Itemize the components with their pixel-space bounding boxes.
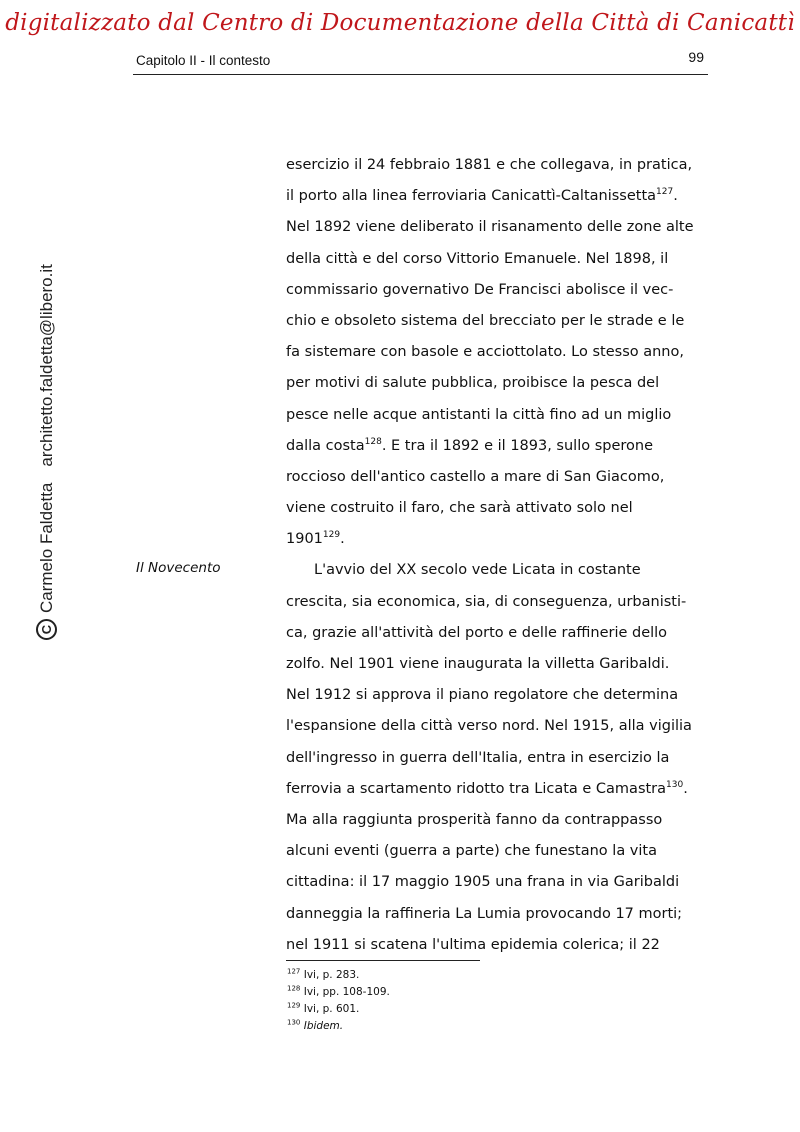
- copyright-icon: C: [36, 619, 57, 640]
- text-line-content: crescita, sia economica, sia, di conseguenza, urbanisti-: [286, 593, 687, 610]
- text-line: [286, 587, 706, 618]
- punctuation: .: [683, 780, 688, 797]
- footnote-separator: [286, 960, 480, 961]
- footnotes: [287, 967, 390, 1035]
- text-line-content: [286, 524, 345, 555]
- punctuation: .: [340, 531, 345, 548]
- text-line: [286, 711, 706, 742]
- text-line-content: esercizio il 24 febbraio 1881 e che collegava, in pratica,: [286, 157, 693, 173]
- text-line: [286, 493, 706, 524]
- body-text: [286, 150, 706, 961]
- text-line-content: zolfo. Nel 1901 viene inaugurata la villetta Garibaldi.: [286, 656, 670, 672]
- page-header: [133, 44, 708, 75]
- footnote-text: Ivi, p. 283.: [303, 969, 360, 981]
- text-line: [286, 337, 706, 368]
- text-line: [286, 400, 706, 431]
- text-line-content: Nel 1912 si approva il piano regolatore che determina: [286, 687, 679, 704]
- text-line-content: [286, 774, 688, 805]
- footnote: [287, 1001, 390, 1018]
- footnote-text: Ivi, pp. 108-109.: [303, 986, 390, 998]
- text-line-content: viene costruito il faro, che sarà attivato solo nel: [286, 500, 633, 517]
- text-line: [286, 462, 706, 493]
- text-line: [286, 431, 706, 462]
- text-line: [286, 555, 706, 586]
- author-email: architetto.faldetta@libero.it: [36, 264, 56, 467]
- text-line-content: roccioso dell'antico castello a mare di San Giacomo,: [286, 468, 665, 485]
- text-line-content: della città e del corso Vittorio Emanuele. Nel 1898, il: [286, 250, 669, 267]
- line-text: ferrovia a scartamento ridotto tra Licata e Camastra: [286, 780, 667, 797]
- text-line-content: danneggia la raffineria La Lumia provocando 17 morti;: [286, 905, 683, 922]
- footnote-ref: 127: [656, 187, 674, 198]
- line-text: dalla costa: [286, 437, 365, 454]
- footnote-number: 128: [287, 984, 301, 993]
- footnote-ref: 129: [322, 530, 341, 541]
- footnote-text: Ivi, p. 601.: [303, 1003, 360, 1015]
- text-line: [286, 899, 706, 930]
- text-line-content: cittadina: il 17 maggio 1905 una frana in via Garibaldi: [286, 874, 680, 891]
- footnote-number: 130: [287, 1018, 301, 1027]
- text-line: [286, 275, 706, 306]
- footnote: [287, 1018, 390, 1035]
- footnote-number: 129: [287, 1001, 301, 1010]
- text-line-content: pesce nelle acque antistanti la città fino ad un miglio: [286, 406, 672, 423]
- margin-note: Il Novecento: [136, 560, 221, 576]
- footnote: [287, 984, 390, 1001]
- text-line: [286, 836, 706, 867]
- line-text: 1901: [286, 531, 323, 548]
- text-line-content: nel 1911 si scatena l'ultima epidemia colerica; il 22: [286, 936, 660, 953]
- text-line-content: alcuni eventi (guerra a parte) che funestano la vita: [286, 843, 657, 860]
- digitization-banner: digitalizzato dal Centro di Documentazione della Città di Canicattì: [5, 10, 795, 36]
- text-line-content: dell'ingresso in guerra dell'Italia, entra in esercizio la: [286, 749, 670, 766]
- text-line: [286, 150, 706, 181]
- line-text: . E tra il 1892 e il 1893, sullo sperone: [381, 437, 654, 454]
- footnote: [287, 967, 390, 984]
- footnote-ref: 128: [364, 436, 382, 447]
- footnote-ref: 130: [666, 779, 684, 790]
- author-name: Carmelo Faldetta: [36, 482, 56, 613]
- text-line-content: [286, 181, 678, 212]
- text-line: [286, 649, 706, 680]
- page-number: 99: [688, 49, 704, 65]
- text-line-content: L'avvio del XX secolo vede Licata in costante: [314, 562, 641, 579]
- text-line: [286, 181, 706, 212]
- text-line: [286, 244, 706, 275]
- text-line: [286, 368, 706, 399]
- text-line: [286, 930, 706, 961]
- text-line: [286, 867, 706, 898]
- footnote-number: 127: [287, 967, 301, 976]
- side-credit: [36, 264, 57, 640]
- text-line: [286, 805, 706, 836]
- line-text: il porto alla linea ferroviaria Canicattì-Caltanissetta: [286, 188, 657, 205]
- text-line-content: per motivi di salute pubblica, proibisce la pesca del: [286, 375, 660, 392]
- text-line: [286, 306, 706, 337]
- text-line-content: fa sistemare con basole e acciottolato. Lo stesso anno,: [286, 344, 684, 361]
- text-line-content: ca, grazie all'attività del porto e delle raffinerie dello: [286, 624, 668, 641]
- text-line: [286, 524, 706, 555]
- text-line: [286, 774, 706, 805]
- punctuation: .: [673, 188, 678, 205]
- text-line: [286, 212, 706, 243]
- text-line-content: Nel 1892 viene deliberato il risanamento delle zone alte: [286, 219, 694, 236]
- text-line-content: Ma alla raggiunta prosperità fanno da contrappasso: [286, 811, 663, 828]
- text-line-content: [286, 431, 653, 462]
- text-line-content: commissario governativo De Francisci abolisce il vec-: [286, 281, 674, 298]
- text-line: [286, 680, 706, 711]
- text-line: [286, 743, 706, 774]
- footnote-text: Ibidem.: [303, 1020, 344, 1032]
- text-line-content: chio e obsoleto sistema del brecciato per le strade e le: [286, 312, 685, 329]
- chapter-title: Capitolo II - Il contesto: [136, 53, 271, 68]
- text-line-content: l'espansione della città verso nord. Nel 1915, alla vigilia: [286, 718, 692, 735]
- text-line: [286, 618, 706, 649]
